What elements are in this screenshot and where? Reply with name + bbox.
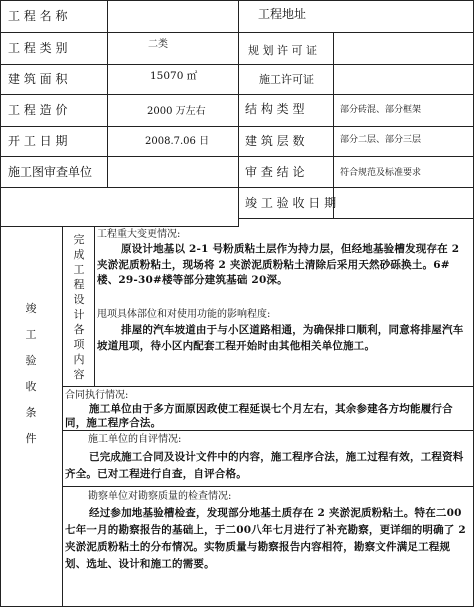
affected-parts-text: 排屋的汽车坡道由于与小区道路相通，为确保排口顺利，同意将排屋汽车坡道甩项，待小区内配套工程开始时由其他相关单位施工。 [97, 324, 464, 352]
contract-text: 施工单位由于多方面原因政使工程延误七个月左右，其余参建各方均能履行合同，施工程序合法。 [65, 403, 453, 429]
contract-heading: 合同执行情况: [65, 390, 129, 401]
rule [333, 32, 334, 219]
planning-permit-label: 规 划 许 可 证 [248, 44, 317, 57]
rule [0, 126, 474, 127]
rule [0, 32, 474, 33]
acceptance-conditions-label: 竣工验收条件 [25, 302, 37, 445]
survey-heading: 勘察单位对勘察质量的检查情况: [88, 491, 232, 502]
building-area-value: 15070 ㎡ [150, 70, 198, 82]
project-category-label: 工 程 类 别 [8, 41, 68, 55]
rule [0, 0, 1, 607]
rule [107, 0, 108, 188]
rule [62, 386, 474, 387]
construction-permit-label: 施工许可证 [259, 73, 314, 86]
project-cost-label: 工 程 造 价 [8, 103, 68, 117]
rule [0, 0, 474, 1]
project-cost-value: 2000 万左右 [147, 106, 206, 117]
rule [62, 486, 474, 487]
start-date-label: 开 工 日 期 [8, 134, 68, 148]
completion-date-label: 竣 工 验 收 日 期 [245, 196, 337, 210]
design-content-label: 完成工程设计各项内容 [73, 233, 85, 381]
self-assessment-heading: 施工单位的自评情况: [88, 434, 182, 445]
rule [0, 226, 238, 227]
project-category-value: 二类 [148, 39, 168, 50]
rule [62, 430, 474, 431]
building-floors-label: 建 筑 层 数 [245, 134, 305, 148]
review-conclusion-label: 审 查 结 论 [245, 165, 305, 179]
rule [0, 156, 474, 157]
major-changes-text: 原设计地基以 2-1 号粉质粘土层作为持力层，但经地基验槽发现存在 2 夹淤泥质粉粘土，现场将 2 夹淤泥质粉粘土清除后采用天然砂砾换土。6#楼、29-30#楼等部分建筑基础 20深。 [97, 243, 460, 286]
rule [0, 94, 474, 95]
rule [0, 64, 474, 65]
major-changes-heading: 工程重大变更情况: [97, 229, 181, 240]
rule [238, 0, 239, 227]
structure-type-value: 部分砖混、部分框架 [340, 105, 422, 115]
start-date-value: 2008.7.06 日 [145, 136, 210, 147]
review-conclusion-value: 符合规范及标准要求 [340, 168, 422, 178]
self-assessment-text: 已完成施工合同及设计文件中的内容，施工程序合法，施工过程有效，工程资料齐全。已对工程进行自查，自评合格。 [65, 451, 464, 480]
building-area-label: 建 筑 面 积 [8, 72, 68, 86]
structure-type-label: 结 构 类 型 [245, 102, 305, 116]
rule [62, 226, 63, 607]
project-name-label: 工 程 名 称 [8, 9, 68, 23]
affected-parts-heading: 甩项具体部位和对使用功能的影响程度: [97, 309, 271, 320]
rule [94, 226, 95, 386]
project-address-label: 工程地址 [258, 7, 307, 21]
building-floors-value: 部分二层、部分三层 [340, 135, 422, 145]
survey-text: 经过参加地基验槽检查，发现部分地基土质存在 2 夹淤泥质粉粘土。特在二00七年一月的勘察报告的基础上，于二00八年七月进行了补充勘察，更详细的明确了 2 夹淤泥质粉粘土的分布情况。实物质量与勘察报告内容相符，勘察文件满足工程规划、选址、设计和施工的需要。 [65, 507, 466, 570]
rule [0, 187, 474, 188]
rule [238, 218, 474, 219]
drawing-review-unit-label: 施工图审查单位 [8, 165, 93, 179]
